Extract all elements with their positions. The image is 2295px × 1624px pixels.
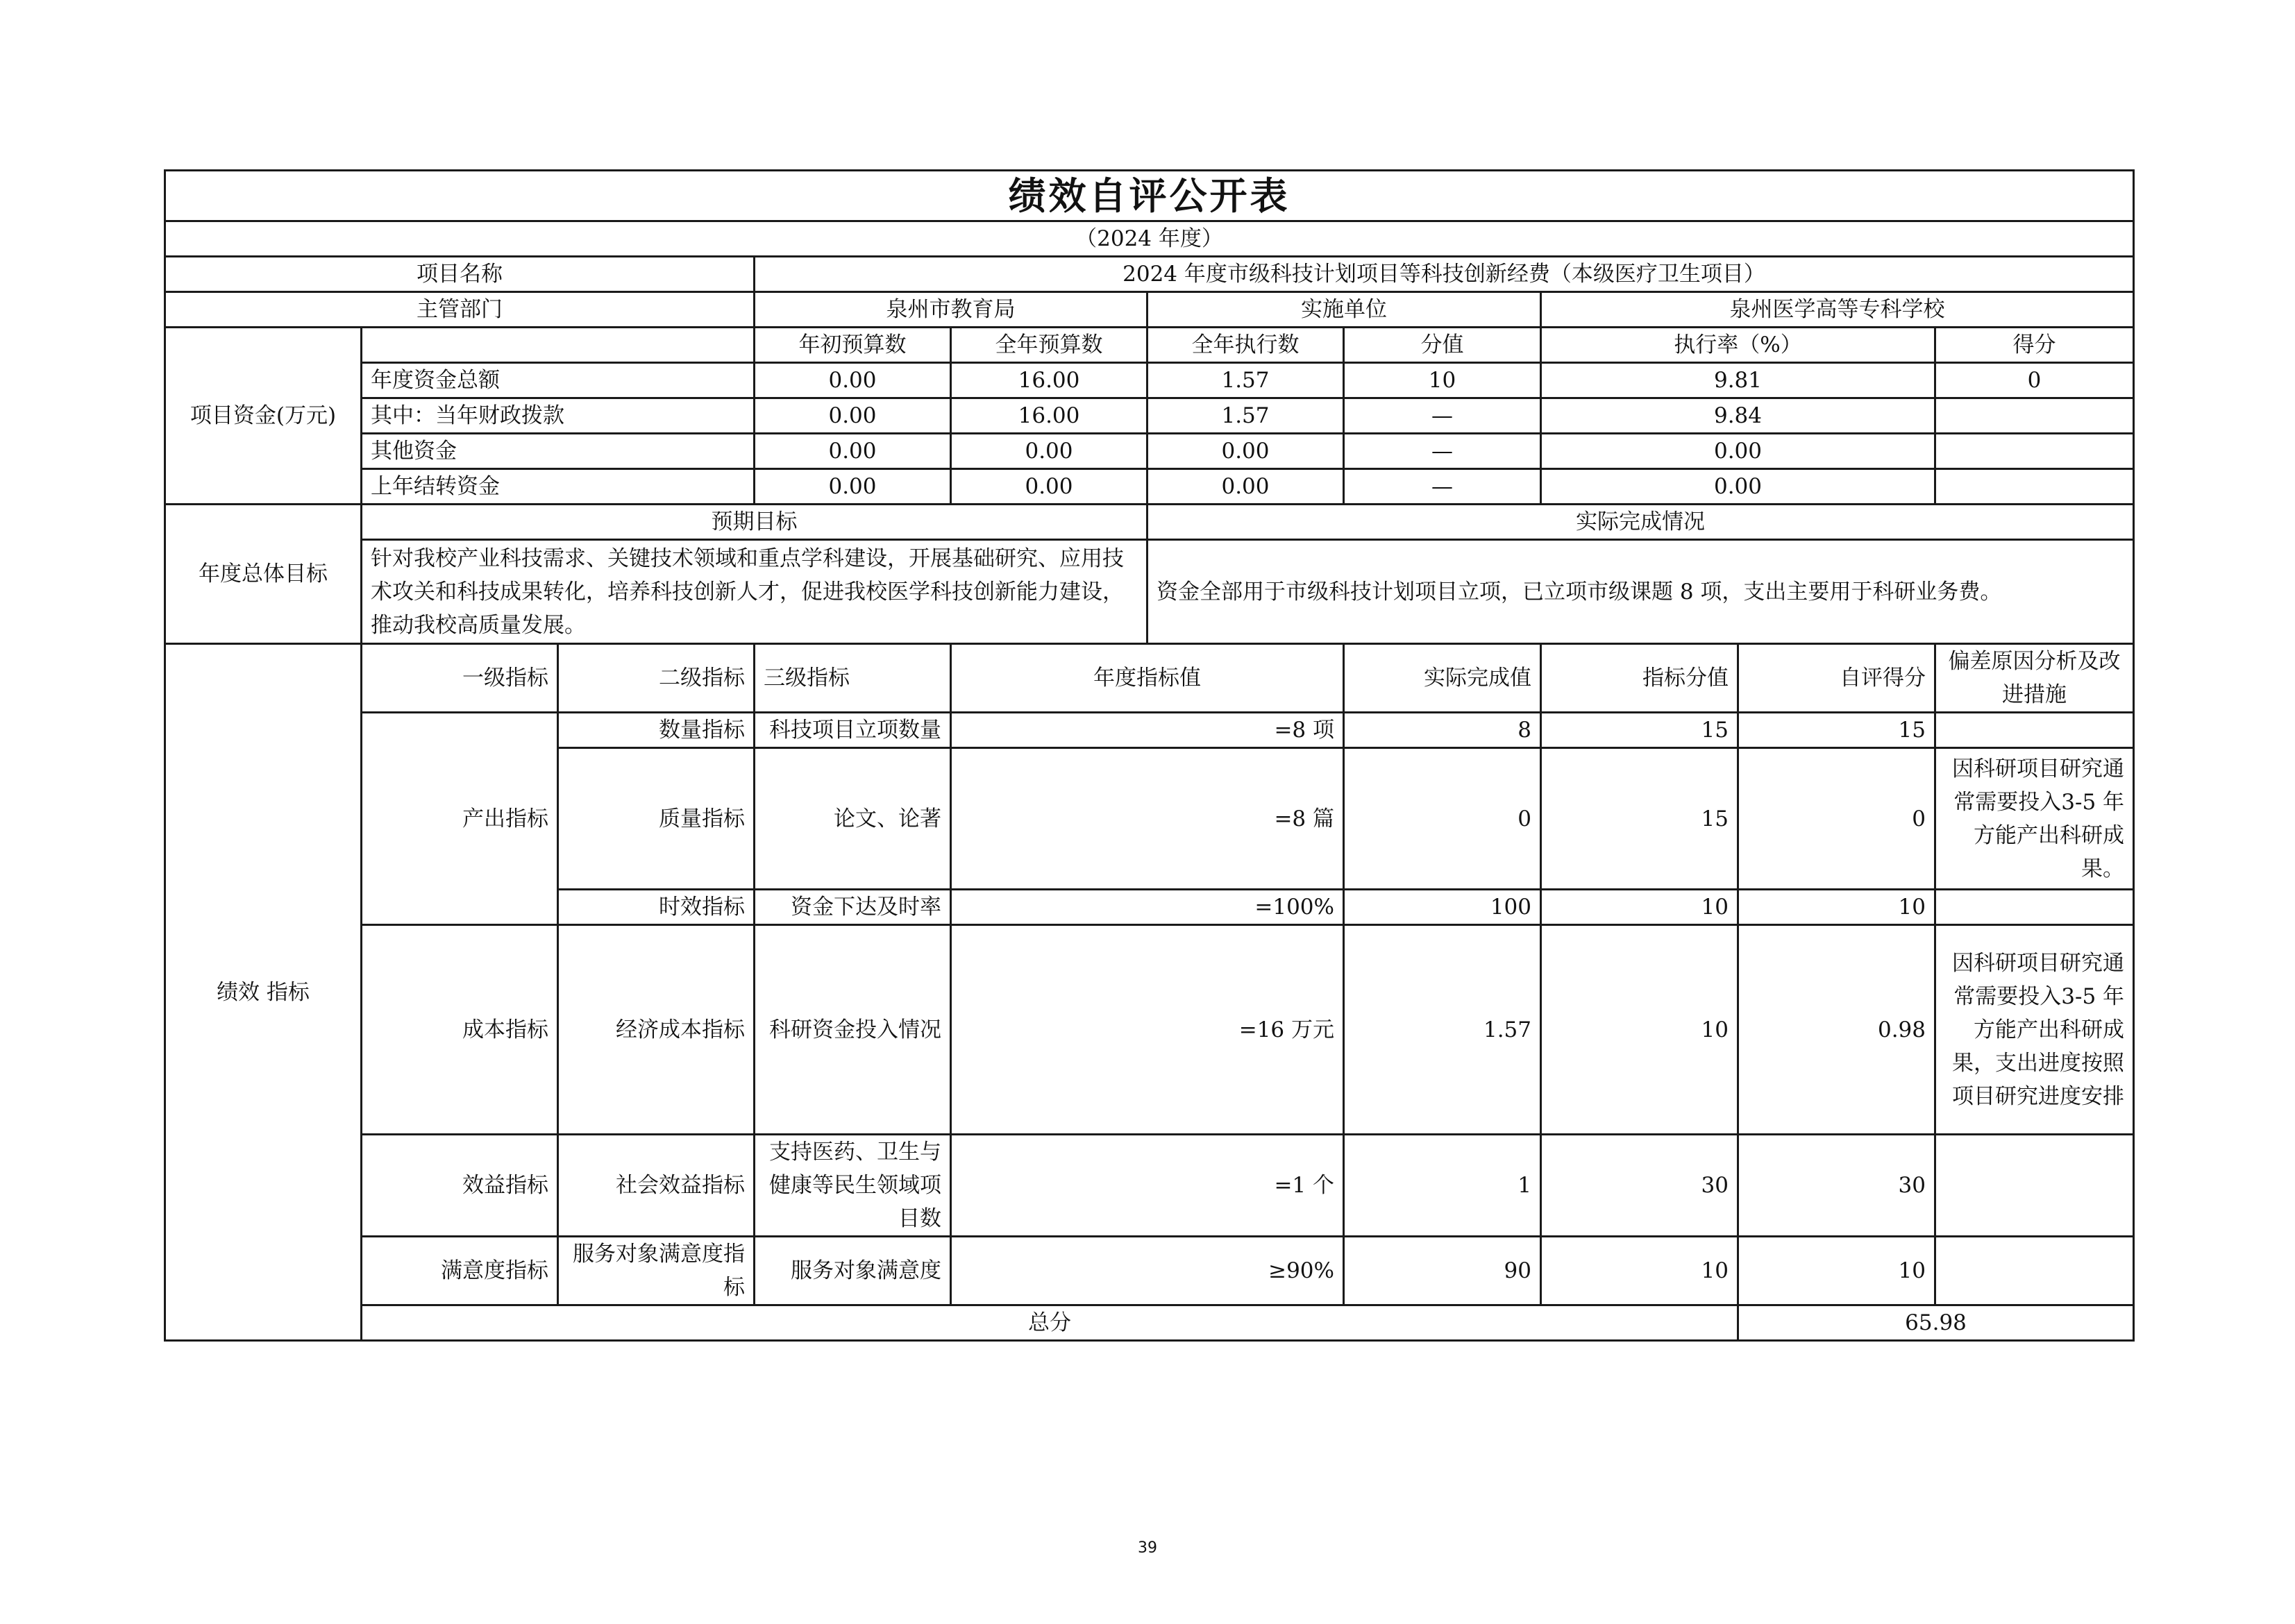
perf-target: =1 个	[951, 1135, 1344, 1237]
perf-actual: 8	[1344, 713, 1541, 748]
perf-self-score: 15	[1738, 713, 1935, 748]
funds-cell	[1935, 469, 2134, 505]
funds-cell: 9.84	[1541, 398, 1935, 434]
dept-label: 主管部门	[165, 292, 755, 328]
expected-goal-header: 预期目标	[362, 505, 1148, 540]
actual-result-text: 资金全部用于市级科技计划项目立项，已立项市级课题 8 项，支出主要用于科研业务费。	[1148, 540, 2134, 644]
perf-header-level3: 三级指标	[755, 644, 951, 713]
funds-cell: 0	[1935, 363, 2134, 398]
page-number: 39	[1138, 1539, 1157, 1557]
perf-level3: 科技项目立项数量	[755, 713, 951, 748]
satisfaction-indicator-label: 满意度指标	[362, 1237, 558, 1305]
project-name-label: 项目名称	[165, 257, 755, 292]
perf-actual: 90	[1344, 1237, 1541, 1305]
total-score: 65.98	[1738, 1305, 2134, 1341]
year-label: （2024 年度）	[165, 221, 2134, 257]
perf-target: =16 万元	[951, 925, 1344, 1135]
perf-target: =8 篇	[951, 748, 1344, 890]
output-indicator-label: 产出指标	[362, 713, 558, 925]
dept-value: 泉州市教育局	[755, 292, 1148, 328]
funds-row-label: 其中：当年财政拨款	[362, 398, 755, 434]
funds-cell: 0.00	[1148, 434, 1344, 469]
funds-cell: 1.57	[1148, 398, 1344, 434]
funds-cell: 1.57	[1148, 363, 1344, 398]
perf-self-score: 0.98	[1738, 925, 1935, 1135]
funds-cell: 10	[1344, 363, 1541, 398]
perf-level3: 资金下达及时率	[755, 890, 951, 925]
funds-cell: 0.00	[755, 363, 951, 398]
perf-self-score: 10	[1738, 890, 1935, 925]
funds-cell: 0.00	[755, 434, 951, 469]
perf-actual: 0	[1344, 748, 1541, 890]
funds-cell: —	[1344, 434, 1541, 469]
funds-row-label: 上年结转资金	[362, 469, 755, 505]
perf-header-actual: 实际完成值	[1344, 644, 1541, 713]
page-title: 绩效自评公开表	[165, 171, 2134, 221]
funds-row-label: 其他资金	[362, 434, 755, 469]
perf-weight: 30	[1541, 1135, 1738, 1237]
perf-level2: 质量指标	[558, 748, 755, 890]
funds-header-score: 得分	[1935, 328, 2134, 363]
perf-level3: 科研资金投入情况	[755, 925, 951, 1135]
project-name-value: 2024 年度市级科技计划项目等科技创新经费（本级医疗卫生项目）	[755, 257, 2134, 292]
funds-header-score-value: 分值	[1344, 328, 1541, 363]
funds-section-label: 项目资金(万元)	[165, 328, 362, 505]
perf-deviation	[1935, 713, 2134, 748]
perf-target: =100%	[951, 890, 1344, 925]
perf-header-level2: 二级指标	[558, 644, 755, 713]
perf-header-self-score: 自评得分	[1738, 644, 1935, 713]
funds-row-label: 年度资金总额	[362, 363, 755, 398]
actual-result-header: 实际完成情况	[1148, 505, 2134, 540]
benefit-indicator-label: 效益指标	[362, 1135, 558, 1237]
perf-level3: 论文、论著	[755, 748, 951, 890]
funds-header-executed: 全年执行数	[1148, 328, 1344, 363]
perf-self-score: 10	[1738, 1237, 1935, 1305]
funds-cell	[1935, 434, 2134, 469]
funds-cell: 0.00	[1541, 434, 1935, 469]
perf-level2: 数量指标	[558, 713, 755, 748]
funds-header-annual: 全年预算数	[951, 328, 1148, 363]
perf-deviation	[1935, 890, 2134, 925]
perf-weight: 10	[1541, 890, 1738, 925]
unit-value: 泉州医学高等专科学校	[1541, 292, 2134, 328]
perf-header-level1: 一级指标	[362, 644, 558, 713]
funds-header-initial: 年初预算数	[755, 328, 951, 363]
perf-header-weight: 指标分值	[1541, 644, 1738, 713]
funds-cell: 0.00	[951, 469, 1148, 505]
goals-section-label: 年度总体目标	[165, 505, 362, 644]
perf-target: =8 项	[951, 713, 1344, 748]
perf-level2: 社会效益指标	[558, 1135, 755, 1237]
perf-actual: 1	[1344, 1135, 1541, 1237]
cost-indicator-label: 成本指标	[362, 925, 558, 1135]
perf-weight: 10	[1541, 925, 1738, 1135]
funds-cell: 16.00	[951, 363, 1148, 398]
funds-cell: 0.00	[951, 434, 1148, 469]
perf-target: ≥90%	[951, 1237, 1344, 1305]
perf-deviation	[1935, 1237, 2134, 1305]
funds-cell: —	[1344, 398, 1541, 434]
perf-deviation: 因科研项目研究通常需要投入3-5 年方能产出科研成果，支出进度按照项目研究进度安排	[1935, 925, 2134, 1135]
perf-level3: 服务对象满意度	[755, 1237, 951, 1305]
perf-level3: 支持医药、卫生与健康等民生领域项目数	[755, 1135, 951, 1237]
perf-weight: 15	[1541, 713, 1738, 748]
perf-actual: 1.57	[1344, 925, 1541, 1135]
funds-cell	[1935, 398, 2134, 434]
performance-section-label: 绩效 指标	[165, 644, 362, 1341]
perf-level2: 服务对象满意度指标	[558, 1237, 755, 1305]
perf-weight: 10	[1541, 1237, 1738, 1305]
total-label: 总分	[362, 1305, 1738, 1341]
funds-cell: 9.81	[1541, 363, 1935, 398]
perf-deviation	[1935, 1135, 2134, 1237]
perf-deviation: 因科研项目研究通常需要投入3-5 年方能产出科研成果。	[1935, 748, 2134, 890]
funds-header-rate: 执行率（%）	[1541, 328, 1935, 363]
perf-level2: 时效指标	[558, 890, 755, 925]
perf-self-score: 30	[1738, 1135, 1935, 1237]
expected-goal-text: 针对我校产业科技需求、关键技术领域和重点学科建设，开展基础研究、应用技术攻关和科技成果转化，培养科技创新人才，促进我校医学科技创新能力建设，推动我校高质量发展。	[362, 540, 1148, 644]
funds-cell: 0.00	[755, 469, 951, 505]
perf-level2: 经济成本指标	[558, 925, 755, 1135]
funds-cell: 0.00	[755, 398, 951, 434]
perf-header-deviation: 偏差原因分析及改进措施	[1935, 644, 2134, 713]
funds-cell: 0.00	[1541, 469, 1935, 505]
funds-header-blank	[362, 328, 755, 363]
perf-self-score: 0	[1738, 748, 1935, 890]
funds-cell: —	[1344, 469, 1541, 505]
performance-self-evaluation-table	[164, 169, 2135, 1342]
funds-cell: 16.00	[951, 398, 1148, 434]
perf-header-target: 年度指标值	[951, 644, 1344, 713]
perf-weight: 15	[1541, 748, 1738, 890]
funds-cell: 0.00	[1148, 469, 1344, 505]
perf-actual: 100	[1344, 890, 1541, 925]
unit-label: 实施单位	[1148, 292, 1541, 328]
